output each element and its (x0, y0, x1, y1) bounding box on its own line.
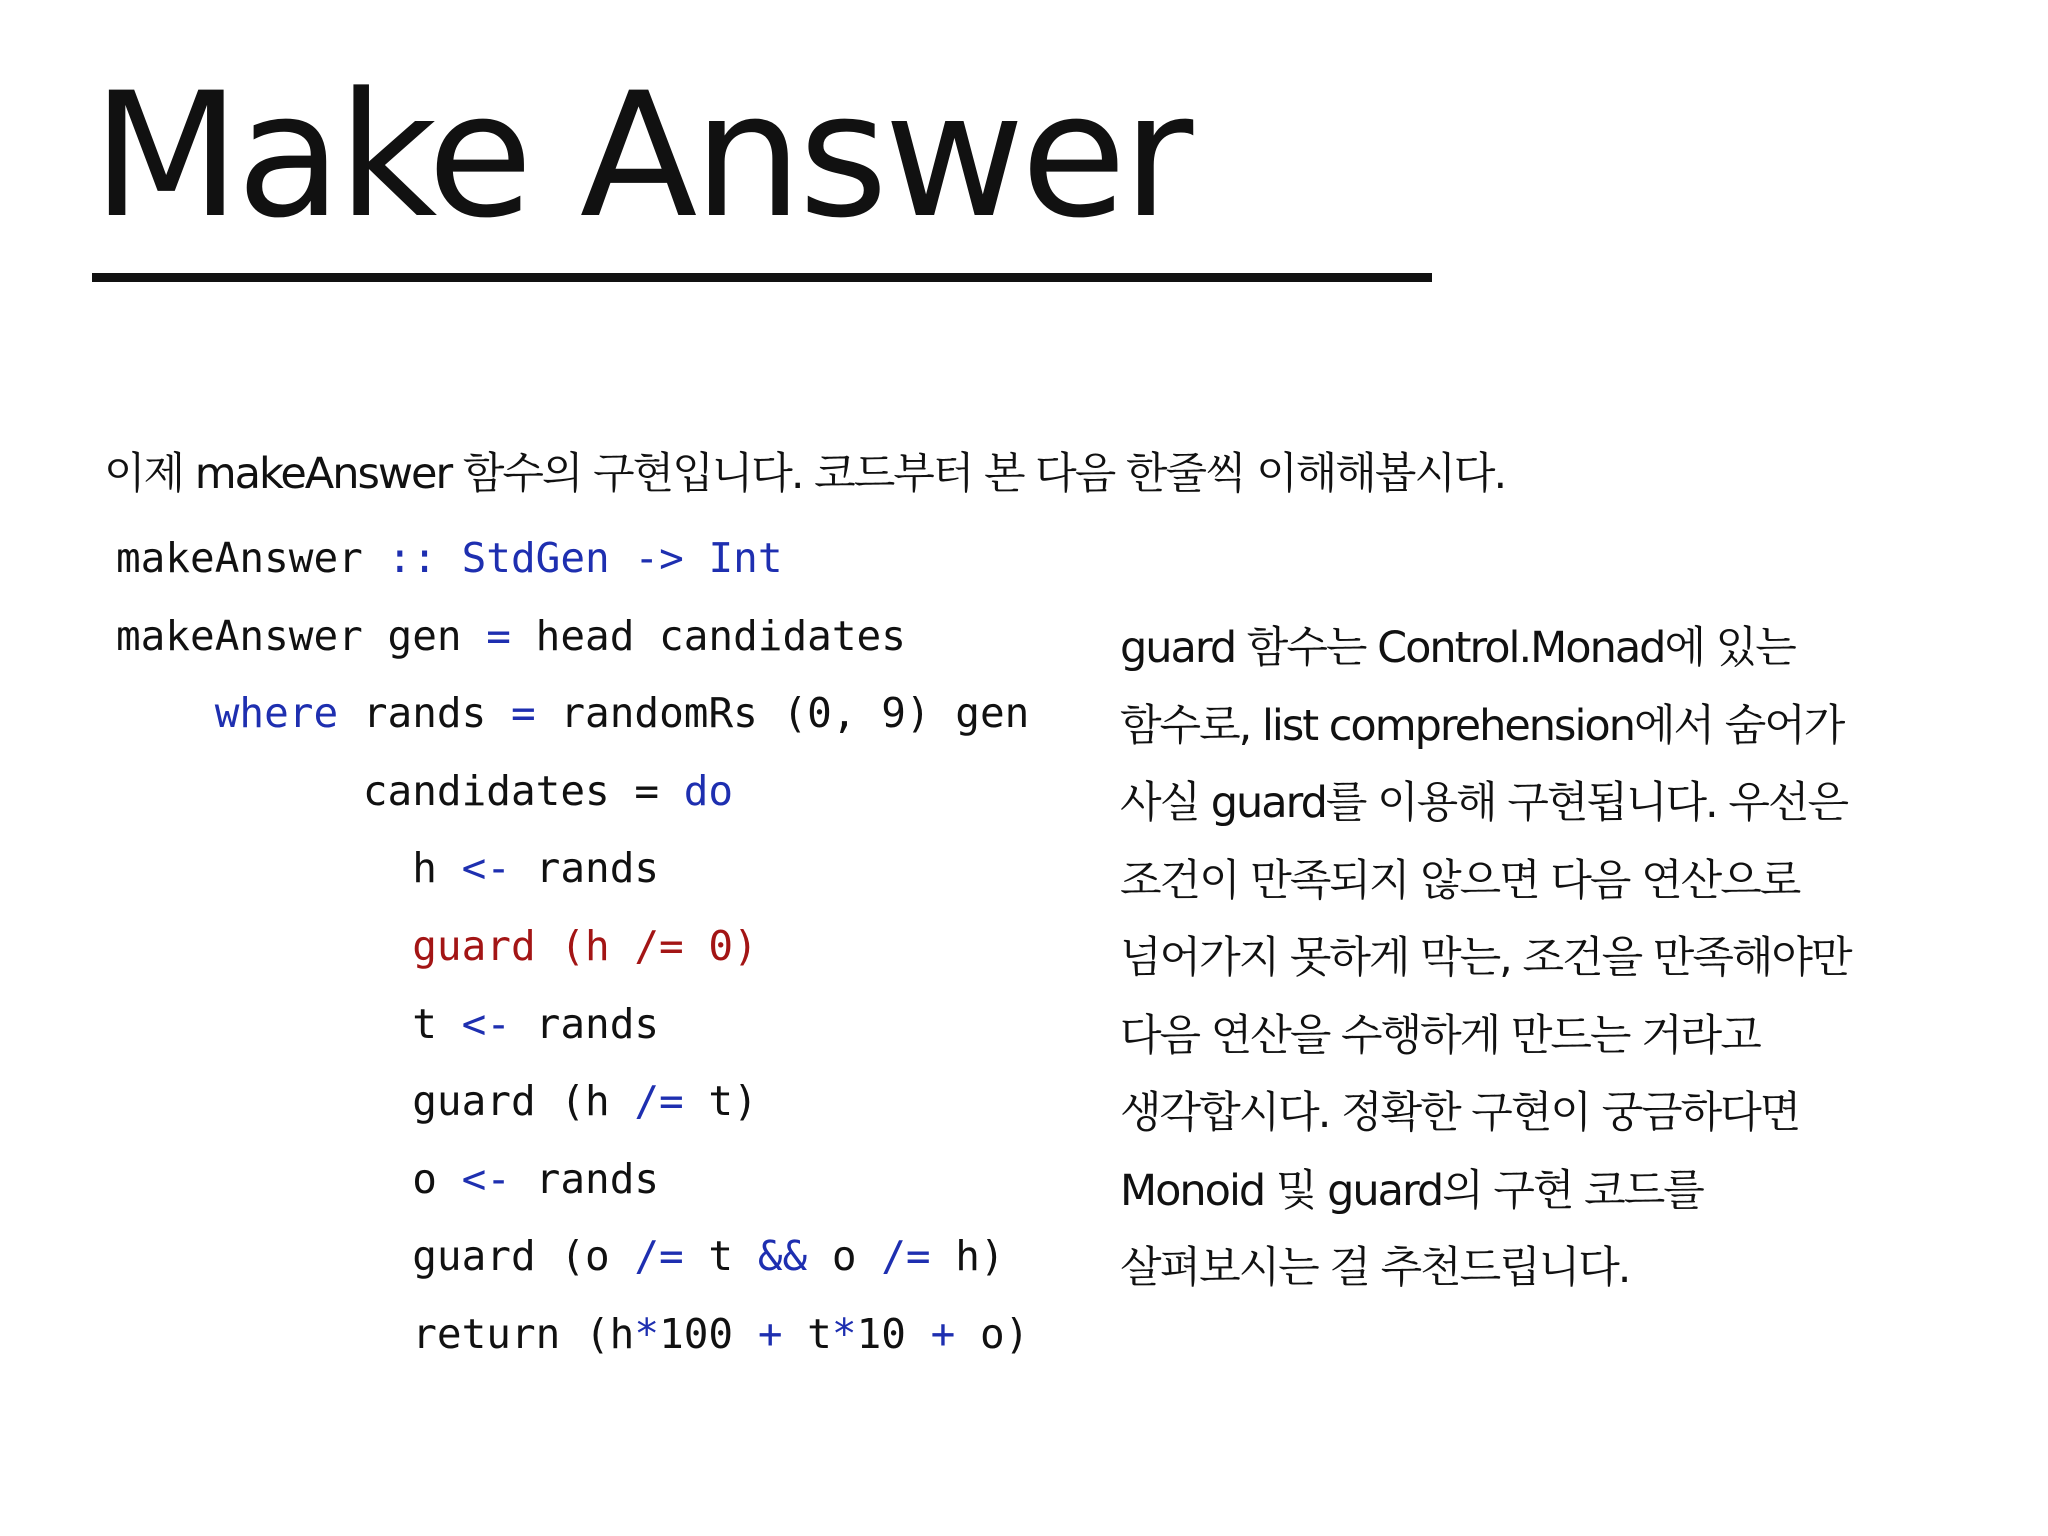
code-keyword: = (510, 689, 536, 738)
code-keyword: <- (461, 999, 511, 1048)
code-keyword: /= (881, 1232, 931, 1281)
code-line (116, 753, 1029, 831)
code-line (116, 1141, 1029, 1219)
code-keyword: -> (634, 534, 684, 582)
code-token: t (782, 1309, 832, 1358)
code-line (116, 520, 1029, 598)
code-token: makeAnswer gen (116, 611, 487, 660)
code-line (116, 1063, 1029, 1141)
explanation-note (1120, 610, 1851, 1308)
code-token: h (116, 844, 462, 893)
code-token: randomRs (0, 9) gen (535, 689, 1030, 738)
code-keyword: * (831, 1309, 857, 1358)
code-line (116, 598, 1029, 676)
code-token (116, 689, 215, 737)
code-keyword: do (683, 766, 734, 815)
code-token: head candidates (510, 611, 906, 660)
code-token: guard (h (116, 1077, 635, 1126)
code-line (116, 675, 1029, 753)
code-token: o (116, 1154, 462, 1203)
code-keyword: <- (461, 844, 511, 893)
code-token (116, 922, 412, 970)
code-keyword: Int (708, 534, 783, 582)
code-line (116, 1296, 1029, 1374)
code-keyword: where (214, 689, 339, 738)
note-line: 넘어가지 못하게 막는, 조건을 만족해야만 (1120, 933, 1851, 983)
code-line (116, 908, 1029, 986)
code-token: rands (510, 844, 660, 893)
note-line: 함수로, list comprehension에서 숨어가 (1120, 700, 1844, 751)
code-token: rands (510, 999, 660, 1048)
code-token (684, 534, 709, 582)
code-keyword: + (757, 1309, 783, 1358)
note-line: 다음 연산을 수행하게 만드는 거라고 (1120, 1010, 1760, 1061)
code-line (116, 830, 1029, 908)
code-token: candidates = (116, 766, 684, 815)
code-token: makeAnswer (116, 534, 388, 582)
code-keyword: :: (387, 534, 437, 582)
code-token: t (116, 999, 462, 1048)
code-keyword: /= (634, 1077, 684, 1126)
code-token: h) (930, 1232, 1005, 1281)
code-keyword: /= (634, 1232, 684, 1281)
title-underline (92, 273, 1432, 282)
note-line: 생각합시다. 정확한 구현이 궁금하다면 (1120, 1088, 1800, 1138)
code-token: rands (338, 689, 511, 738)
code-token: return (h (116, 1309, 635, 1358)
code-token (610, 534, 635, 582)
note-line: 조건이 만족되지 않으면 다음 연산으로 (1120, 855, 1800, 906)
note-line: 살펴보시는 걸 추천드립니다. (1120, 1243, 1630, 1293)
code-line (116, 986, 1029, 1064)
code-line (116, 1218, 1029, 1296)
code-token: 100 (659, 1309, 758, 1358)
code-token: rands (510, 1154, 660, 1203)
code-token: t (683, 1232, 758, 1281)
code-keyword: + (930, 1309, 956, 1358)
code-token: 10 (856, 1309, 931, 1358)
code-keyword: <- (461, 1154, 511, 1203)
code-keyword: StdGen (461, 534, 610, 582)
slide-title: Make Answer (92, 55, 1190, 256)
code-keyword: && (757, 1232, 808, 1281)
note-line: Monoid 및 guard의 구현 코드를 (1120, 1165, 1703, 1216)
code-token: guard (o (116, 1232, 635, 1281)
code-block (116, 520, 1029, 1374)
note-line: guard 함수는 Control.Monad에 있는 (1120, 623, 1795, 673)
code-highlight: guard (h /= 0) (412, 921, 758, 970)
note-line: 사실 guard를 이용해 구현됩니다. 우선은 (1120, 778, 1847, 828)
code-token (437, 534, 462, 582)
code-token: o (807, 1232, 882, 1281)
code-keyword: * (634, 1309, 660, 1358)
code-token: o) (955, 1309, 1030, 1358)
code-keyword: = (486, 611, 511, 660)
code-token: t) (683, 1077, 758, 1126)
intro-text: 이제 makeAnswer 함수의 구현입니다. 코드부터 본 다음 한줄씩 이해해봅시다. (104, 449, 1506, 499)
